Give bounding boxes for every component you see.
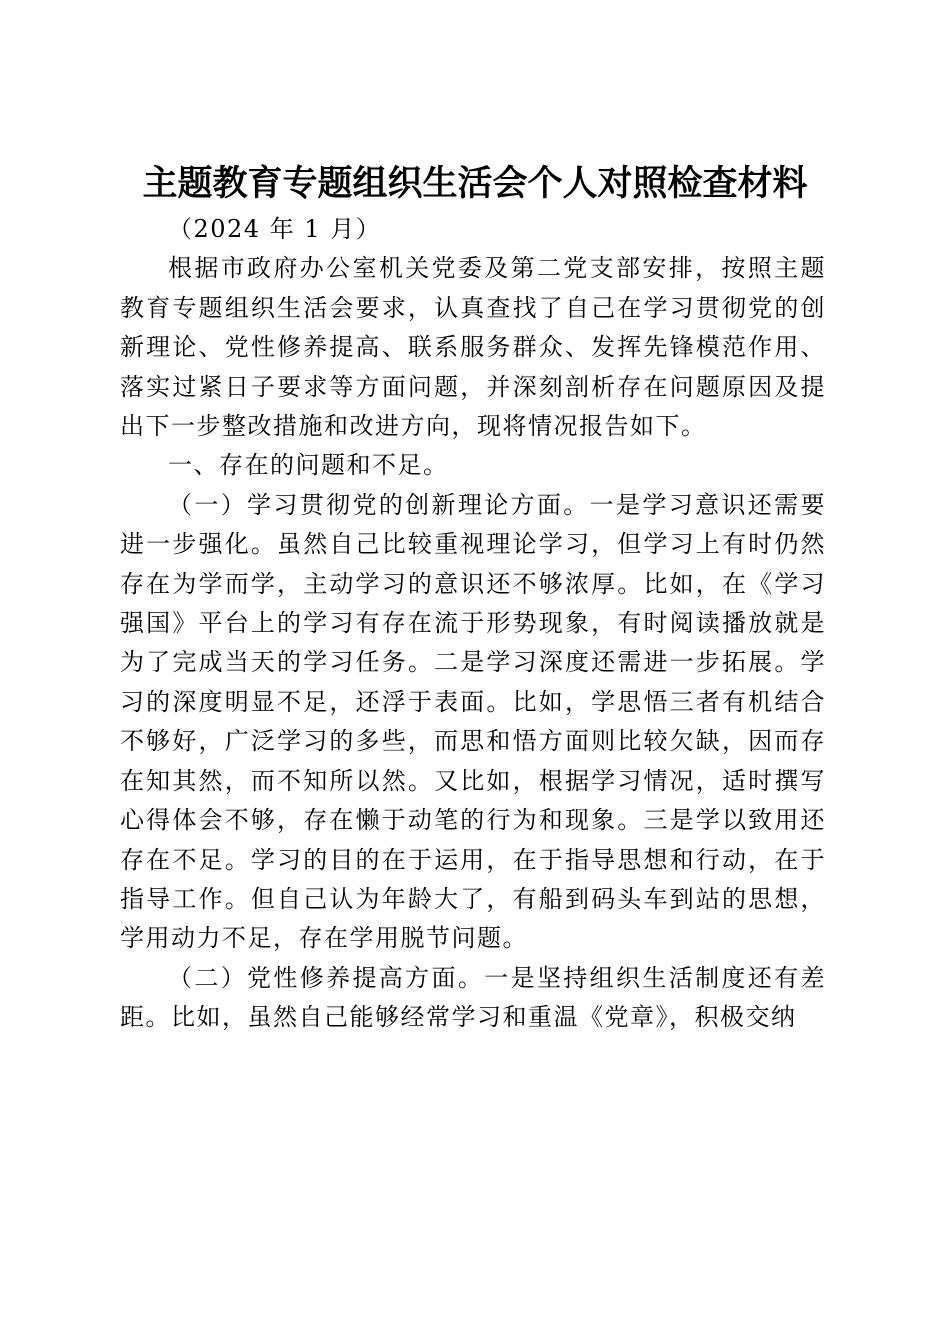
document-body (120, 210, 826, 1038)
item-heading-theory: （一）学习贯彻党的创新理论方面。 (168, 490, 590, 519)
item-paragraph-party-spirit (120, 959, 826, 1038)
item-body-theory: 一是学习意识还需要进一步强化。虽然自己比较重视理论学习，但学习上有时仍然存在为学而学，主动学习的意识还不够浓厚。比如，在《学习强国》平台上的学习有存在流于形势现象，有时阅读播放就是为了完成当天的学习任务。二是学习深度还需进一步拓展。学习的深度明显不足，还浮于表面。比如，学思悟三者有机结合不够好，广泛学习的多些，而思和悟方面则比较欠缺，因而存在知其然，而不知所以然。又比如，根据学习情况，适时撰写心得体会不够，存在懒于动笔的行为和现象。三是学以致用还存在不足。学习的目的在于运用，在于指导思想和行动，在于指导工作。但自己认为年龄大了，有船到码头车到站的思想，学用动力不足，存在学用脱节问题。 (120, 490, 827, 953)
item-body-party-spirit: 一是坚持组织生活制度还有差距。比如，虽然自己能够经常学习和重温《党章》，积极交纳 (120, 963, 826, 1032)
document-title: 主题教育专题组织生活会个人对照检查材料 (142, 164, 808, 205)
document-date: （2024 年 1 月） (168, 215, 382, 243)
item-paragraph-theory (120, 486, 826, 959)
intro-paragraph: 根据市政府办公室机关党委及第二党支部安排，按照主题教育专题组织生活会要求，认真查找了自己在学习贯彻党的创新理论、党性修养提高、联系服务群众、发挥先锋模范作用、落实过紧日子要求等方面问题，并深刻剖析存在问题原因及提出下一步整改措施和改进方向，现将情况报告如下。 (120, 254, 826, 441)
item-heading-party-spirit: （二）党性修养提高方面。 (168, 963, 485, 992)
section-heading-problems: 一、存在的问题和不足。 (168, 451, 449, 480)
